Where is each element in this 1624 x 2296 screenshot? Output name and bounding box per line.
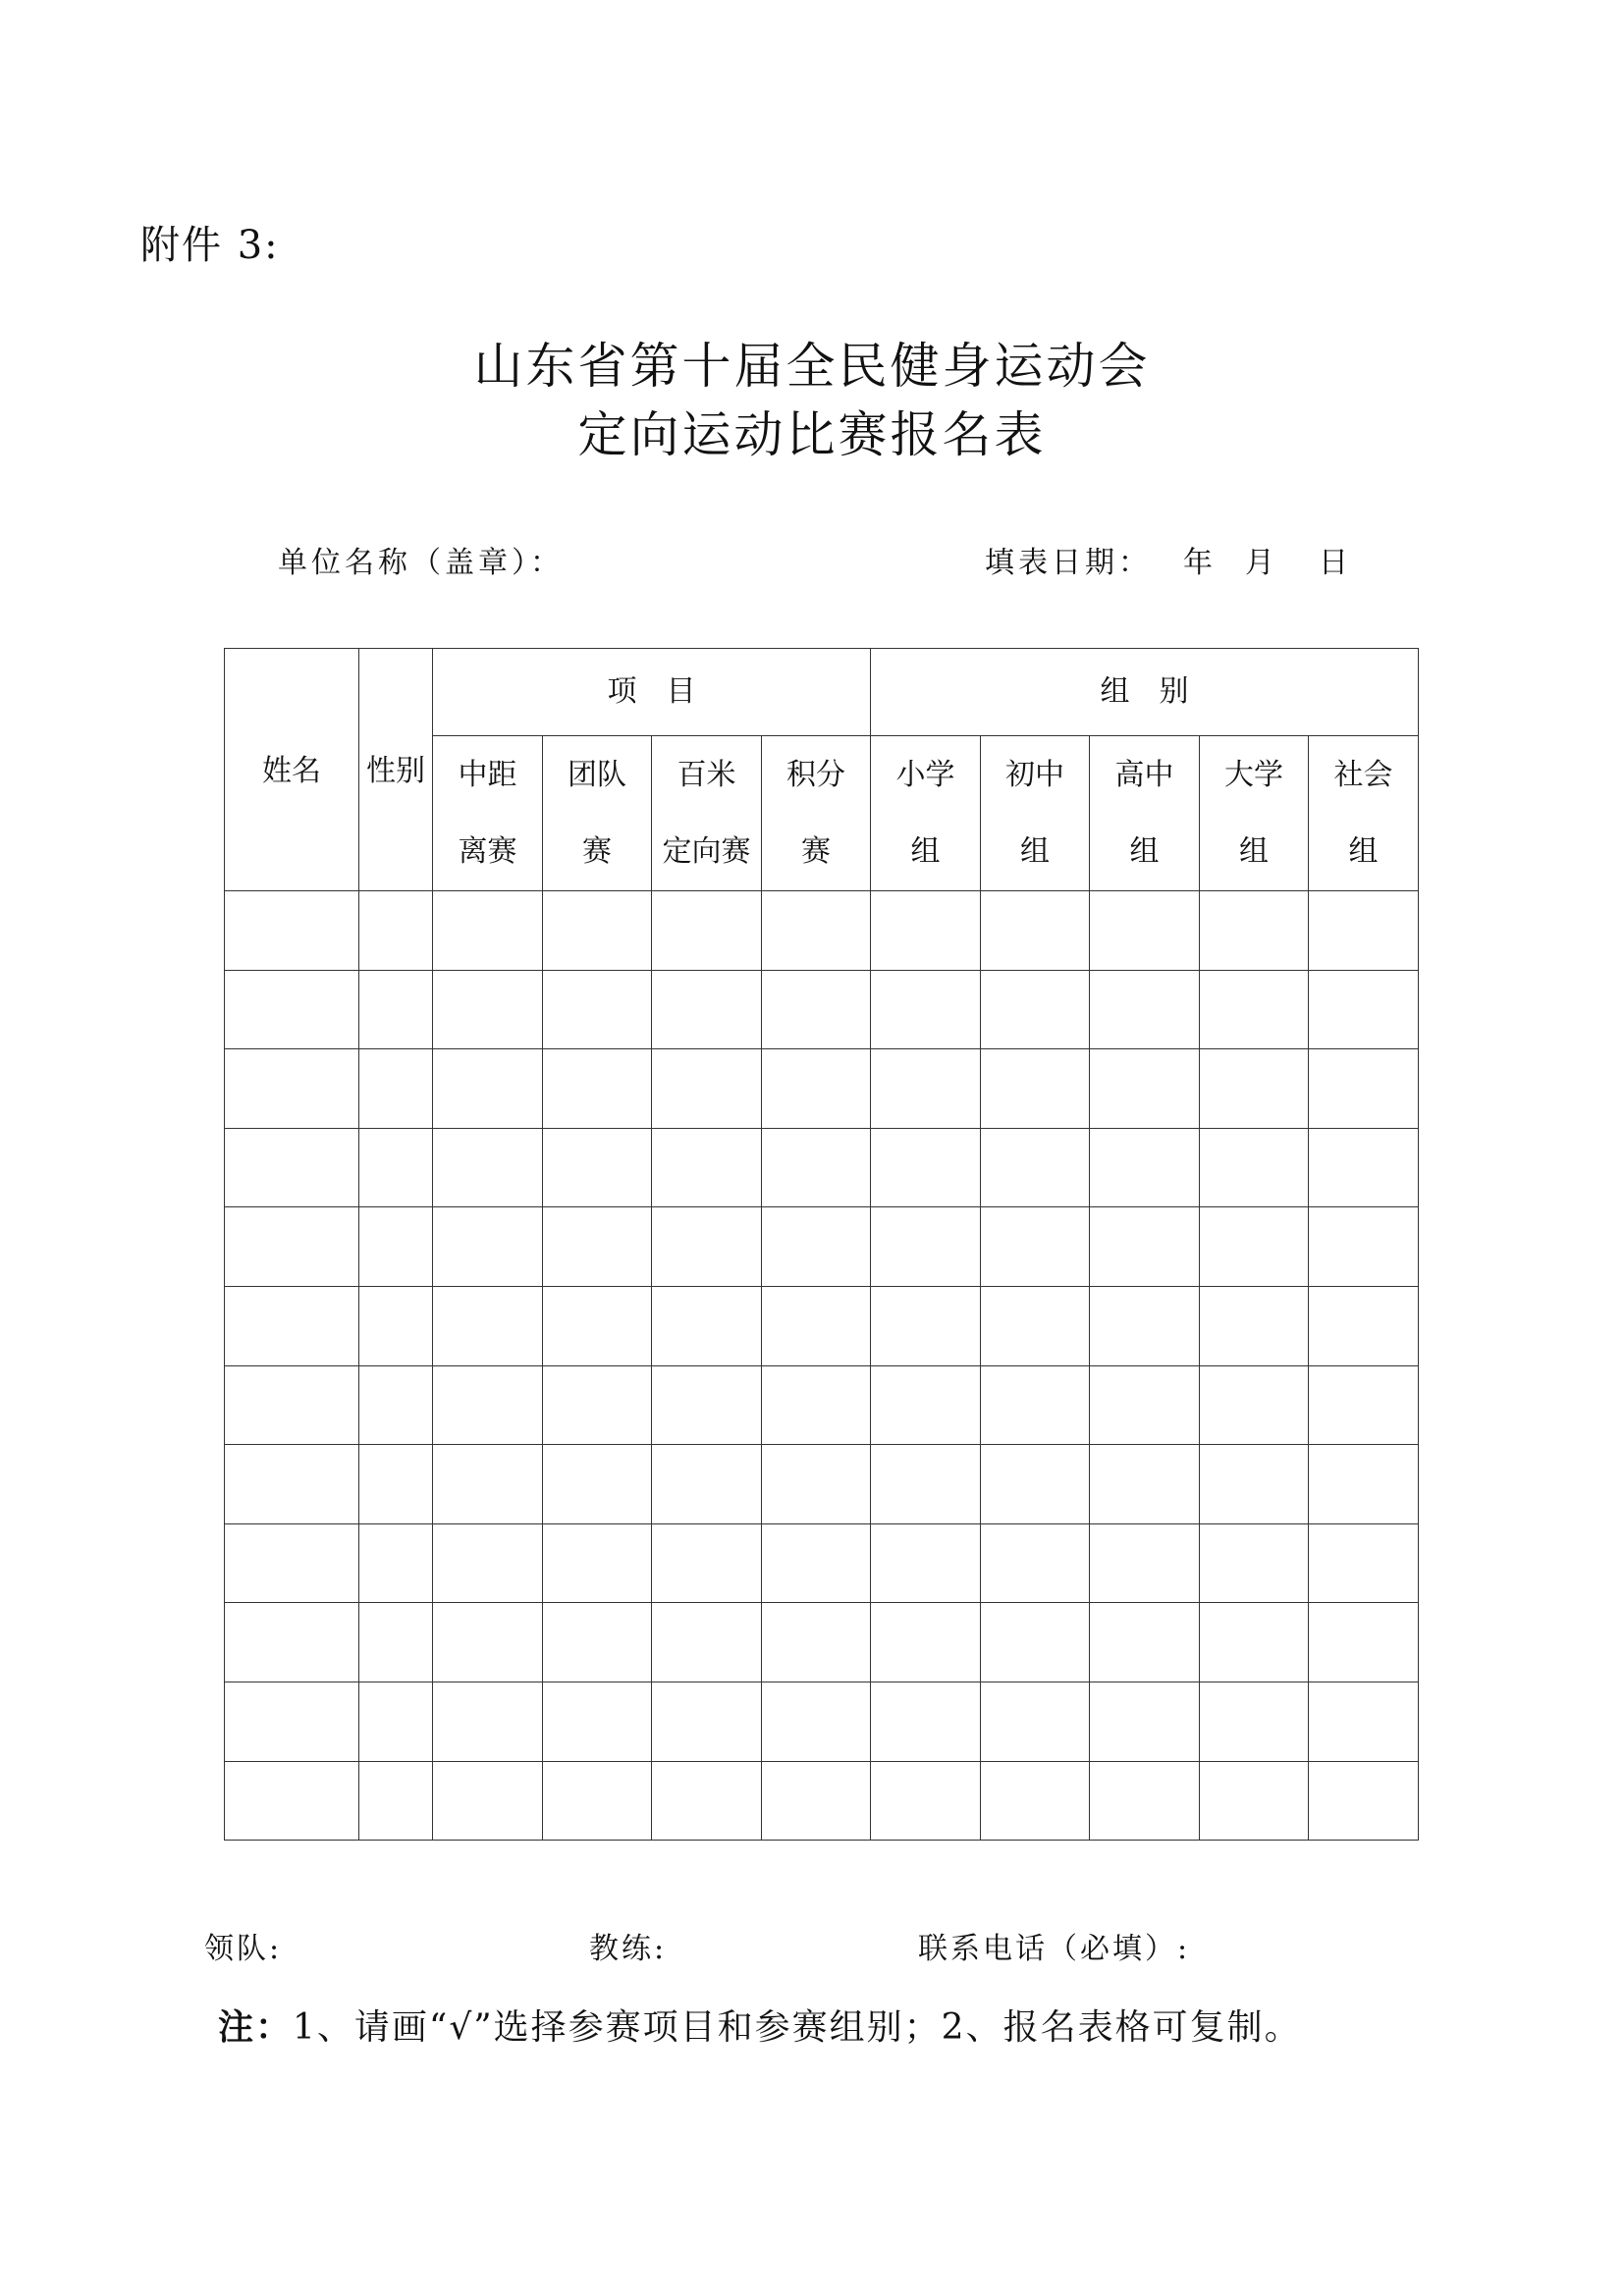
event-header-line1: 百米 bbox=[677, 757, 736, 792]
event-header-3 bbox=[652, 736, 762, 891]
blank-cell[interactable] bbox=[225, 1445, 359, 1524]
blank-cell[interactable] bbox=[433, 970, 543, 1049]
blank-cell[interactable] bbox=[433, 1365, 543, 1445]
blank-cell[interactable] bbox=[359, 1682, 433, 1761]
blank-cell[interactable] bbox=[433, 1128, 543, 1207]
blank-cell[interactable] bbox=[543, 1286, 652, 1365]
blank-cell[interactable] bbox=[981, 1603, 1090, 1682]
blank-cell[interactable] bbox=[762, 891, 871, 971]
blank-cell[interactable] bbox=[1090, 1603, 1200, 1682]
blank-cell[interactable] bbox=[225, 970, 359, 1049]
header-row-top bbox=[225, 649, 1419, 736]
blank-cell[interactable] bbox=[1200, 1049, 1309, 1129]
blank-cell[interactable] bbox=[1200, 970, 1309, 1049]
group-header-3 bbox=[1090, 736, 1200, 891]
blank-cell[interactable] bbox=[652, 1682, 762, 1761]
group-header-line1: 初中 bbox=[1005, 757, 1064, 792]
event-header-line1: 团队 bbox=[568, 757, 626, 792]
blank-cell[interactable] bbox=[871, 1049, 981, 1129]
event-header-line2: 赛 bbox=[801, 833, 831, 869]
blank-cell[interactable] bbox=[359, 970, 433, 1049]
blank-cell[interactable] bbox=[762, 1523, 871, 1603]
blank-cell[interactable] bbox=[433, 1761, 543, 1841]
group-header-line1: 小学 bbox=[895, 757, 955, 792]
date-month-label: 月 bbox=[1245, 546, 1278, 580]
blank-cell[interactable] bbox=[652, 1207, 762, 1287]
table-row bbox=[225, 1286, 1419, 1365]
name-header-text: 姓名 bbox=[262, 754, 321, 788]
group-header-line2: 组 bbox=[1020, 833, 1050, 869]
blank-cell[interactable] bbox=[652, 1603, 762, 1682]
footnote bbox=[218, 2000, 1302, 2050]
table-row bbox=[225, 1523, 1419, 1603]
blank-cell[interactable] bbox=[981, 1286, 1090, 1365]
blank-cell[interactable] bbox=[871, 1603, 981, 1682]
blank-cell[interactable] bbox=[652, 1286, 762, 1365]
blank-cell[interactable] bbox=[1309, 1523, 1419, 1603]
blank-cell[interactable] bbox=[543, 891, 652, 971]
blank-cell[interactable] bbox=[1090, 1049, 1200, 1129]
blank-cell[interactable] bbox=[1090, 970, 1200, 1049]
group-header-line2: 组 bbox=[1129, 833, 1160, 869]
table-row bbox=[225, 1128, 1419, 1207]
blank-cell[interactable] bbox=[225, 1207, 359, 1287]
blank-cell[interactable] bbox=[652, 1445, 762, 1524]
blank-cell[interactable] bbox=[1090, 1761, 1200, 1841]
blank-cell[interactable] bbox=[543, 1682, 652, 1761]
groups-header-text: 组 别 bbox=[1100, 674, 1189, 709]
event-header-line2: 赛 bbox=[582, 833, 612, 869]
blank-cell[interactable] bbox=[1200, 891, 1309, 971]
note-text: 1、请画“√”选择参赛项目和参赛组别；2、报名表格可复制。 bbox=[293, 2007, 1302, 2048]
gender-header-text: 性别 bbox=[366, 754, 425, 788]
blank-cell[interactable] bbox=[1309, 1682, 1419, 1761]
blank-cell[interactable] bbox=[225, 891, 359, 971]
blank-cell[interactable] bbox=[1090, 1682, 1200, 1761]
blank-cell[interactable] bbox=[1090, 1365, 1200, 1445]
blank-cell[interactable] bbox=[543, 1445, 652, 1524]
table-row bbox=[225, 1049, 1419, 1129]
blank-cell[interactable] bbox=[981, 1365, 1090, 1445]
blank-cell[interactable] bbox=[762, 1603, 871, 1682]
event-header-line1: 中距 bbox=[458, 757, 517, 792]
blank-cell[interactable] bbox=[652, 891, 762, 971]
group-header-line2: 组 bbox=[1239, 833, 1269, 869]
blank-cell[interactable] bbox=[981, 1207, 1090, 1287]
blank-cell[interactable] bbox=[1200, 1761, 1309, 1841]
blank-cell[interactable] bbox=[871, 1365, 981, 1445]
blank-cell[interactable] bbox=[762, 1445, 871, 1524]
blank-cell[interactable] bbox=[981, 1049, 1090, 1129]
blank-cell[interactable] bbox=[1200, 1128, 1309, 1207]
blank-cell[interactable] bbox=[225, 1603, 359, 1682]
blank-cell[interactable] bbox=[871, 970, 981, 1049]
blank-cell[interactable] bbox=[433, 1445, 543, 1524]
blank-cell[interactable] bbox=[1200, 1286, 1309, 1365]
blank-cell[interactable] bbox=[652, 1049, 762, 1129]
blank-cell[interactable] bbox=[871, 891, 981, 971]
blank-cell[interactable] bbox=[652, 1761, 762, 1841]
event-header-2 bbox=[543, 736, 652, 891]
blank-cell[interactable] bbox=[1200, 1445, 1309, 1524]
blank-cell[interactable] bbox=[359, 1207, 433, 1287]
blank-cell[interactable] bbox=[1309, 1761, 1419, 1841]
form-title-line1: 山东省第十届全民健身运动会 bbox=[473, 338, 1151, 395]
blank-cell[interactable] bbox=[359, 1128, 433, 1207]
events-header-text: 项 目 bbox=[607, 674, 696, 709]
table-row bbox=[225, 1761, 1419, 1841]
blank-cell[interactable] bbox=[1200, 1365, 1309, 1445]
table-row bbox=[225, 1207, 1419, 1287]
blank-cell[interactable] bbox=[1309, 1365, 1419, 1445]
event-header-line2: 定向赛 bbox=[662, 833, 751, 869]
gender-header bbox=[359, 649, 433, 891]
blank-cell[interactable] bbox=[433, 1523, 543, 1603]
note-prefix: 注： bbox=[218, 2007, 294, 2048]
blank-cell[interactable] bbox=[762, 1286, 871, 1365]
group-header-2 bbox=[981, 736, 1090, 891]
blank-cell[interactable] bbox=[359, 1523, 433, 1603]
blank-cell[interactable] bbox=[981, 1523, 1090, 1603]
blank-cell[interactable] bbox=[1309, 1128, 1419, 1207]
blank-cell[interactable] bbox=[652, 1128, 762, 1207]
group-header-line1: 高中 bbox=[1114, 757, 1174, 792]
events-header bbox=[433, 649, 871, 736]
group-header-line1: 大学 bbox=[1224, 757, 1283, 792]
blank-cell[interactable] bbox=[359, 1603, 433, 1682]
table-row bbox=[225, 1445, 1419, 1524]
blank-cell[interactable] bbox=[981, 1761, 1090, 1841]
blank-cell[interactable] bbox=[652, 1365, 762, 1445]
blank-cell[interactable] bbox=[359, 1761, 433, 1841]
blank-cell[interactable] bbox=[543, 1523, 652, 1603]
blank-cell[interactable] bbox=[225, 1286, 359, 1365]
blank-cell[interactable] bbox=[359, 1365, 433, 1445]
coach-label: 教练: bbox=[589, 1932, 668, 1966]
blank-cell[interactable] bbox=[1309, 1049, 1419, 1129]
event-header-1 bbox=[433, 736, 543, 891]
team-leader-label: 领队: bbox=[204, 1932, 283, 1966]
group-header-line2: 组 bbox=[1348, 833, 1379, 869]
blank-cell[interactable] bbox=[1309, 1286, 1419, 1365]
blank-cell[interactable] bbox=[225, 1365, 359, 1445]
blank-cell[interactable] bbox=[1090, 1286, 1200, 1365]
blank-cell[interactable] bbox=[1200, 1523, 1309, 1603]
table-row bbox=[225, 1603, 1419, 1682]
blank-cell[interactable] bbox=[225, 1761, 359, 1841]
blank-cell[interactable] bbox=[1090, 1523, 1200, 1603]
blank-cell[interactable] bbox=[359, 891, 433, 971]
blank-cell[interactable] bbox=[871, 1286, 981, 1365]
date-day-label: 日 bbox=[1319, 546, 1352, 580]
blank-cell[interactable] bbox=[762, 1128, 871, 1207]
blank-cell[interactable] bbox=[1090, 1445, 1200, 1524]
blank-cell[interactable] bbox=[1309, 1445, 1419, 1524]
name-header bbox=[225, 649, 359, 891]
blank-cell[interactable] bbox=[1090, 1207, 1200, 1287]
blank-cell[interactable] bbox=[225, 1682, 359, 1761]
blank-cell[interactable] bbox=[1309, 970, 1419, 1049]
fill-date-label: 填表日期： bbox=[985, 546, 1152, 580]
blank-cell[interactable] bbox=[871, 1207, 981, 1287]
blank-cell[interactable] bbox=[543, 1761, 652, 1841]
contact-phone-label: 联系电话（必填）: bbox=[918, 1932, 1191, 1966]
blank-cell[interactable] bbox=[433, 891, 543, 971]
table-row bbox=[225, 891, 1419, 971]
blank-cell[interactable] bbox=[543, 1365, 652, 1445]
blank-cell[interactable] bbox=[1200, 1207, 1309, 1287]
blank-cell[interactable] bbox=[652, 970, 762, 1049]
blank-cell[interactable] bbox=[225, 1049, 359, 1129]
blank-cell[interactable] bbox=[359, 1049, 433, 1129]
blank-cell[interactable] bbox=[981, 1445, 1090, 1524]
blank-cell[interactable] bbox=[762, 1049, 871, 1129]
event-header-line1: 积分 bbox=[786, 757, 845, 792]
event-header-line2: 离赛 bbox=[458, 833, 517, 869]
blank-cell[interactable] bbox=[543, 1128, 652, 1207]
blank-cell[interactable] bbox=[981, 891, 1090, 971]
table-row bbox=[225, 970, 1419, 1049]
groups-header bbox=[871, 649, 1419, 736]
blank-cell[interactable] bbox=[543, 1207, 652, 1287]
event-header-4 bbox=[762, 736, 871, 891]
blank-cell[interactable] bbox=[981, 970, 1090, 1049]
blank-cell[interactable] bbox=[652, 1523, 762, 1603]
blank-cell[interactable] bbox=[543, 1049, 652, 1129]
blank-cell[interactable] bbox=[359, 1445, 433, 1524]
blank-cell[interactable] bbox=[433, 1207, 543, 1287]
blank-cell[interactable] bbox=[1309, 891, 1419, 971]
blank-cell[interactable] bbox=[433, 1682, 543, 1761]
blank-cell[interactable] bbox=[871, 1682, 981, 1761]
group-header-1 bbox=[871, 736, 981, 891]
blank-cell[interactable] bbox=[359, 1286, 433, 1365]
blank-cell[interactable] bbox=[433, 1286, 543, 1365]
blank-cell[interactable] bbox=[1309, 1603, 1419, 1682]
blank-cell[interactable] bbox=[871, 1761, 981, 1841]
unit-name-label: 单位名称（盖章）： bbox=[278, 546, 564, 580]
blank-cell[interactable] bbox=[433, 1049, 543, 1129]
blank-cell[interactable] bbox=[1090, 1128, 1200, 1207]
blank-cell[interactable] bbox=[762, 1365, 871, 1445]
blank-cell[interactable] bbox=[543, 970, 652, 1049]
group-header-line1: 社会 bbox=[1333, 757, 1393, 792]
blank-cell[interactable] bbox=[871, 1523, 981, 1603]
blank-cell[interactable] bbox=[762, 970, 871, 1049]
table-row bbox=[225, 1682, 1419, 1761]
group-header-line2: 组 bbox=[910, 833, 941, 869]
blank-cell[interactable] bbox=[871, 1445, 981, 1524]
registration-table bbox=[224, 648, 1419, 1841]
blank-cell[interactable] bbox=[981, 1682, 1090, 1761]
blank-cell[interactable] bbox=[981, 1128, 1090, 1207]
blank-cell[interactable] bbox=[225, 1523, 359, 1603]
date-year-label: 年 bbox=[1183, 546, 1217, 580]
group-header-5 bbox=[1309, 736, 1419, 891]
blank-cell[interactable] bbox=[1309, 1207, 1419, 1287]
blank-cell[interactable] bbox=[225, 1128, 359, 1207]
blank-cell[interactable] bbox=[762, 1761, 871, 1841]
blank-cell[interactable] bbox=[871, 1128, 981, 1207]
blank-cell[interactable] bbox=[433, 1603, 543, 1682]
group-header-4 bbox=[1200, 736, 1309, 891]
blank-cell[interactable] bbox=[762, 1682, 871, 1761]
form-title-line2: 定向运动比赛报名表 bbox=[577, 406, 1047, 463]
blank-cell[interactable] bbox=[762, 1207, 871, 1287]
blank-cell[interactable] bbox=[543, 1603, 652, 1682]
table-row bbox=[225, 1365, 1419, 1445]
blank-cell[interactable] bbox=[1200, 1603, 1309, 1682]
blank-cell[interactable] bbox=[1200, 1682, 1309, 1761]
attachment-label: 附件 3: bbox=[140, 223, 280, 268]
blank-cell[interactable] bbox=[1090, 891, 1200, 971]
